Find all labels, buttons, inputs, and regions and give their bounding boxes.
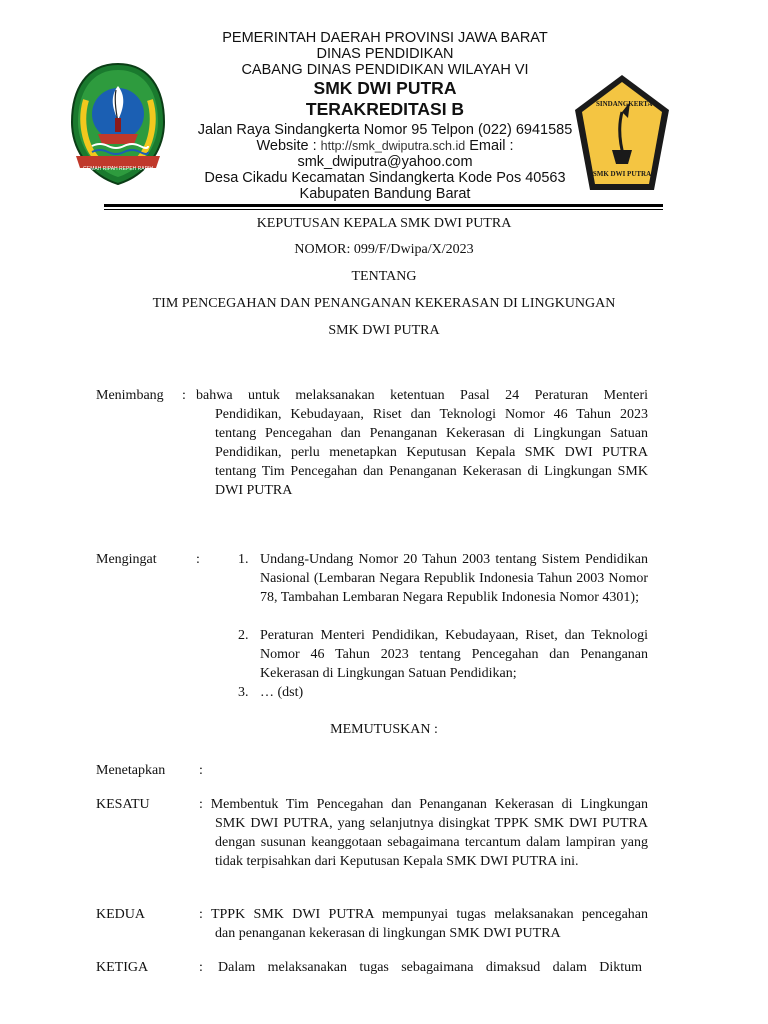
subject-line-2: SMK DWI PUTRA [328,323,440,338]
website-label: Website : [256,138,317,154]
right-logo-bottom-text: SMK DWI PUTRA [592,170,652,178]
mengingat-colon: : [196,552,200,567]
school-name: SMK DWI PUTRA [313,78,457,98]
list-number: 3. [238,685,249,700]
mengingat-item-2: Peraturan Menteri Pendidikan, Kebudayaan, Riset, dan Teknologi Nomor 46 Tahun 2023 tentang Pencegahan dan Penanganan Kekerasan di Lingkungan Satuan Pendidikan; [260,628,648,681]
letterhead-rule-thick [104,204,663,207]
menetapkan-colon: : [199,763,203,778]
memutuskan-heading: MEMUTUSKAN : [330,722,438,737]
mengingat-item-3: … (dst) [260,685,304,700]
ketiga-label: KETIGA [96,960,149,975]
village-line: Desa Cikadu Kecamatan Sindangkerta Kode Pos 40563 [204,170,566,186]
menimbang-text: Pendidikan, Kebudayaan, Riset dan Teknologi Nomor 46 Tahun 2023 tentang Pencegahan dan Penanganan Kekerasan di Lingkungan Satuan Pendidikan, perlu menetapkan Keputusan Kepala SMK DWI PUTRA tentang Tim Pencegahan dan Penanganan Kekerasan di Lingkungan SMK DWI PUTRA [215,407,648,498]
kedua-first-line: : TPPK SMK DWI PUTRA mempunyai tugas melaksanakan pencegahan [199,907,648,922]
menimbang-label: Menimbang [96,388,164,403]
kesatu-label: KESATU [96,797,150,812]
mengingat-item-1: Undang-Undang Nomor 20 Tahun 2003 tentang Sistem Pendidikan Nasional (Lembaran Negara Republik Indonesia Tahun 2003 Nomor 78, Tambahan Lembaran Negara Republik Indonesia Nomor 4301); [260,552,648,605]
school-address: Jalan Raya Sindangkerta Nomor 95 Telpon (022) 6941585 [197,122,573,138]
subject-line-1: TIM PENCEGAHAN DAN PENANGANAN KEKERASAN DI LINGKUNGAN [152,296,616,311]
email-address[interactable]: smk_dwiputra@yahoo.com [297,154,473,170]
kesatu-text: SMK DWI PUTRA, yang selanjutnya disingkat TPPK SMK DWI PUTRA dengan susunan keanggotaan sebagaimana tercantum dalam lampiran yang tidak terpisahkan dari Keputusan Kepala SMK DWI PUTRA ini. [215,816,648,869]
letterhead-text [170,30,600,202]
decree-number: NOMOR: 099/F/Dwipa/X/2023 [294,242,474,257]
left-logo-motto: GEMAH RIPAH REPEH RAPIH [83,166,153,172]
list-number: 1. [238,552,249,567]
about-heading: TENTANG [351,269,417,284]
kesatu-first-line: : Membentuk Tim Pencegahan dan Penanganan Kekerasan di Lingkungan [199,797,648,812]
kedua-label: KEDUA [96,907,145,922]
letterhead [0,0,768,210]
list-number: 2. [238,628,249,643]
contact-line [170,138,600,154]
government-line: PEMERINTAH DAERAH PROVINSI JAWA BARAT [222,30,548,46]
letterhead-rule-thin [104,209,663,210]
mengingat-label: Mengingat [96,552,157,567]
decree-title: KEPUTUSAN KEPALA SMK DWI PUTRA [256,216,512,231]
menetapkan-label: Menetapkan [96,763,166,778]
regency-line: Kabupaten Bandung Barat [299,186,471,202]
menimbang-first-line: bahwa untuk melaksanakan ketentuan Pasal 24 Peraturan Menteri [196,388,648,403]
ketiga-colon: : [199,960,203,975]
kedua-text: dan penanganan kekerasan di lingkungan SMK DWI PUTRA [215,926,561,941]
accreditation: TERAKREDITASI B [305,99,465,119]
ketiga-first-line: Dalam melaksanakan tugas sebagaimana dimaksud dalam Diktum [218,960,642,975]
website-link[interactable]: http://smk_dwiputra.sch.id [320,139,466,153]
department-line: DINAS PENDIDIKAN [316,46,454,62]
email-label: Email : [469,138,514,154]
right-logo-top-text: SINDANGKERTA [596,100,653,108]
menimbang-colon: : [182,388,186,403]
branch-line: CABANG DINAS PENDIDIKAN WILAYAH VI [241,62,529,78]
